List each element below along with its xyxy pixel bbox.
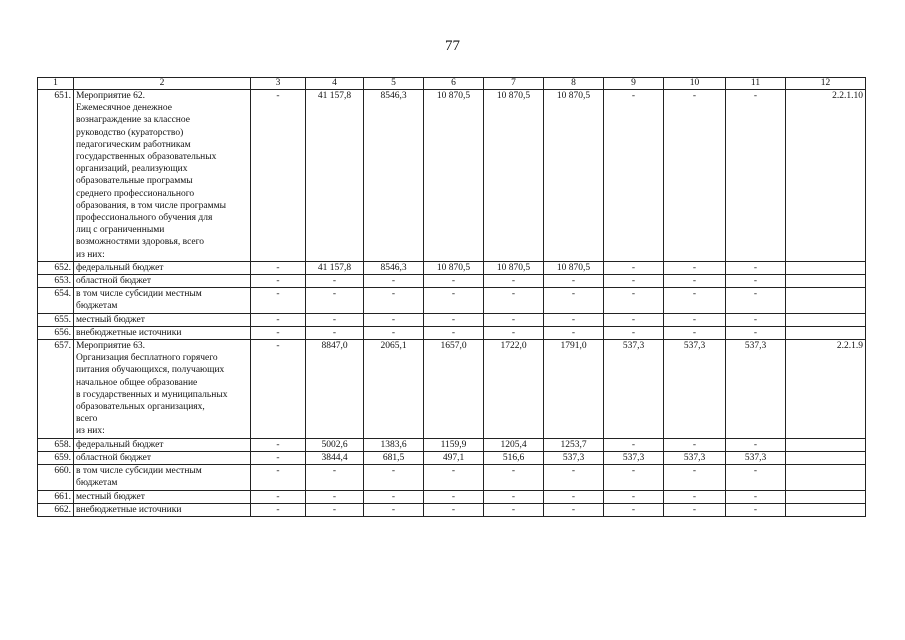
value-cell: 1657,0 (424, 340, 484, 439)
row-number: 661. (38, 490, 74, 503)
row-number: 662. (38, 503, 74, 516)
row-code (786, 490, 866, 503)
row-code: 2.2.1.10 (786, 90, 866, 262)
value-cell: - (664, 313, 726, 326)
table-row (38, 465, 866, 490)
value-cell: - (604, 490, 664, 503)
column-header: 9 (604, 78, 664, 90)
value-cell: - (604, 438, 664, 451)
table-row (38, 275, 866, 288)
budget-table (37, 77, 866, 517)
value-cell: 681,5 (364, 451, 424, 464)
table-row (38, 503, 866, 516)
row-code: 2.2.1.9 (786, 340, 866, 439)
table-row (38, 313, 866, 326)
value-cell: - (664, 438, 726, 451)
value-cell: - (424, 503, 484, 516)
table-row (38, 261, 866, 274)
table-row (38, 438, 866, 451)
row-code (786, 451, 866, 464)
column-header: 11 (726, 78, 786, 90)
value-cell: 537,3 (604, 340, 664, 439)
row-description: Мероприятие 63. Организация бесплатного горячего питания обучающихся, получающих начальное общее образование в государственных и муниципальных образовательных организациях, всего из них: (74, 340, 251, 439)
value-cell: - (306, 503, 364, 516)
value-cell: - (484, 288, 544, 313)
column-header: 8 (544, 78, 604, 90)
row-description: областной бюджет (74, 275, 251, 288)
value-cell: - (664, 326, 726, 339)
value-cell: 10 870,5 (544, 261, 604, 274)
value-cell: - (364, 465, 424, 490)
row-number: 656. (38, 326, 74, 339)
row-number: 654. (38, 288, 74, 313)
row-description: в том числе субсидии местным бюджетам (74, 288, 251, 313)
value-cell: - (424, 288, 484, 313)
table-header-row (38, 78, 866, 90)
column-header: 7 (484, 78, 544, 90)
value-cell: 10 870,5 (484, 261, 544, 274)
value-cell: - (544, 275, 604, 288)
row-code (786, 465, 866, 490)
value-cell: 497,1 (424, 451, 484, 464)
value-cell: - (251, 465, 306, 490)
value-cell: - (544, 490, 604, 503)
value-cell: 537,3 (664, 451, 726, 464)
value-cell: 8546,3 (364, 261, 424, 274)
row-code (786, 288, 866, 313)
value-cell: - (664, 465, 726, 490)
value-cell: - (726, 438, 786, 451)
value-cell: - (544, 288, 604, 313)
value-cell: - (306, 288, 364, 313)
value-cell: 1383,6 (364, 438, 424, 451)
value-cell: 537,3 (604, 451, 664, 464)
value-cell: 2065,1 (364, 340, 424, 439)
value-cell: 537,3 (726, 451, 786, 464)
table-row (38, 340, 866, 439)
row-code (786, 313, 866, 326)
value-cell: 1791,0 (544, 340, 604, 439)
value-cell: - (364, 503, 424, 516)
value-cell: - (604, 288, 664, 313)
value-cell: - (251, 451, 306, 464)
value-cell: - (604, 503, 664, 516)
row-number: 653. (38, 275, 74, 288)
value-cell: - (484, 503, 544, 516)
row-number: 658. (38, 438, 74, 451)
value-cell: 537,3 (726, 340, 786, 439)
value-cell: - (604, 261, 664, 274)
value-cell: 41 157,8 (306, 261, 364, 274)
table-row (38, 490, 866, 503)
value-cell: - (726, 465, 786, 490)
value-cell: 1159,9 (424, 438, 484, 451)
page-number: 77 (445, 38, 460, 54)
value-cell: 3844,4 (306, 451, 364, 464)
value-cell: - (364, 288, 424, 313)
row-description: областной бюджет (74, 451, 251, 464)
value-cell: - (544, 313, 604, 326)
value-cell: - (424, 465, 484, 490)
value-cell: - (726, 326, 786, 339)
row-number: 651. (38, 90, 74, 262)
value-cell: - (251, 438, 306, 451)
column-header: 3 (251, 78, 306, 90)
value-cell: 537,3 (664, 340, 726, 439)
row-number: 660. (38, 465, 74, 490)
value-cell: - (726, 503, 786, 516)
value-cell: 10 870,5 (484, 90, 544, 262)
value-cell: 516,6 (484, 451, 544, 464)
value-cell: - (424, 275, 484, 288)
value-cell: - (306, 465, 364, 490)
table-row (38, 326, 866, 339)
column-header: 1 (38, 78, 74, 90)
value-cell: 10 870,5 (424, 261, 484, 274)
row-code (786, 275, 866, 288)
value-cell: - (664, 288, 726, 313)
value-cell: 537,3 (544, 451, 604, 464)
value-cell: - (364, 490, 424, 503)
value-cell: - (306, 326, 364, 339)
value-cell: - (364, 313, 424, 326)
row-code (786, 503, 866, 516)
value-cell: - (604, 275, 664, 288)
table-row (38, 288, 866, 313)
value-cell: - (604, 326, 664, 339)
value-cell: 8847,0 (306, 340, 364, 439)
value-cell: - (664, 90, 726, 262)
column-header: 2 (74, 78, 251, 90)
value-cell: - (306, 313, 364, 326)
row-number: 657. (38, 340, 74, 439)
value-cell: 5002,6 (306, 438, 364, 451)
row-description: местный бюджет (74, 490, 251, 503)
value-cell: - (251, 490, 306, 503)
value-cell: - (251, 288, 306, 313)
value-cell: - (726, 90, 786, 262)
value-cell: - (424, 490, 484, 503)
value-cell: - (424, 326, 484, 339)
value-cell: - (484, 275, 544, 288)
column-header: 4 (306, 78, 364, 90)
value-cell: - (424, 313, 484, 326)
value-cell: - (664, 261, 726, 274)
value-cell: - (306, 490, 364, 503)
value-cell: - (251, 275, 306, 288)
column-header: 5 (364, 78, 424, 90)
value-cell: - (604, 465, 664, 490)
value-cell: - (251, 340, 306, 439)
value-cell: - (726, 313, 786, 326)
value-cell: - (306, 275, 364, 288)
value-cell: - (726, 275, 786, 288)
row-code (786, 326, 866, 339)
value-cell: - (544, 465, 604, 490)
value-cell: - (544, 503, 604, 516)
value-cell: - (664, 275, 726, 288)
value-cell: 1253,7 (544, 438, 604, 451)
value-cell: - (664, 490, 726, 503)
value-cell: - (484, 490, 544, 503)
value-cell: - (251, 503, 306, 516)
value-cell: - (604, 90, 664, 262)
value-cell: 1205,4 (484, 438, 544, 451)
value-cell: 10 870,5 (424, 90, 484, 262)
row-description: Мероприятие 62. Ежемесячное денежное вознаграждение за классное руководство (кураторство) педагогическим работникам государственных образовательных организаций, реализующих образовательные программы среднего профессионального образования, в том числе программы профессионального обучения для лиц с ограниченными возможностями здоровья, всего из них: (74, 90, 251, 262)
value-cell: 1722,0 (484, 340, 544, 439)
column-header: 6 (424, 78, 484, 90)
row-description: внебюджетные источники (74, 326, 251, 339)
value-cell: - (251, 326, 306, 339)
table-row (38, 451, 866, 464)
row-code (786, 261, 866, 274)
column-header: 10 (664, 78, 726, 90)
row-description: в том числе субсидии местным бюджетам (74, 465, 251, 490)
row-description: местный бюджет (74, 313, 251, 326)
row-number: 652. (38, 261, 74, 274)
value-cell: - (604, 313, 664, 326)
value-cell: 8546,3 (364, 90, 424, 262)
value-cell: - (544, 326, 604, 339)
row-description: федеральный бюджет (74, 438, 251, 451)
value-cell: - (251, 90, 306, 262)
row-description: внебюджетные источники (74, 503, 251, 516)
value-cell: - (484, 313, 544, 326)
value-cell: - (664, 503, 726, 516)
table-row (38, 90, 866, 262)
value-cell: - (364, 326, 424, 339)
row-code (786, 438, 866, 451)
table-body (38, 78, 866, 517)
row-description: федеральный бюджет (74, 261, 251, 274)
value-cell: - (364, 275, 424, 288)
value-cell: - (251, 313, 306, 326)
value-cell: - (726, 490, 786, 503)
value-cell: 41 157,8 (306, 90, 364, 262)
row-number: 655. (38, 313, 74, 326)
value-cell: - (251, 261, 306, 274)
value-cell: - (484, 465, 544, 490)
value-cell: 10 870,5 (544, 90, 604, 262)
value-cell: - (726, 288, 786, 313)
column-header: 12 (786, 78, 866, 90)
value-cell: - (484, 326, 544, 339)
value-cell: - (726, 261, 786, 274)
row-number: 659. (38, 451, 74, 464)
